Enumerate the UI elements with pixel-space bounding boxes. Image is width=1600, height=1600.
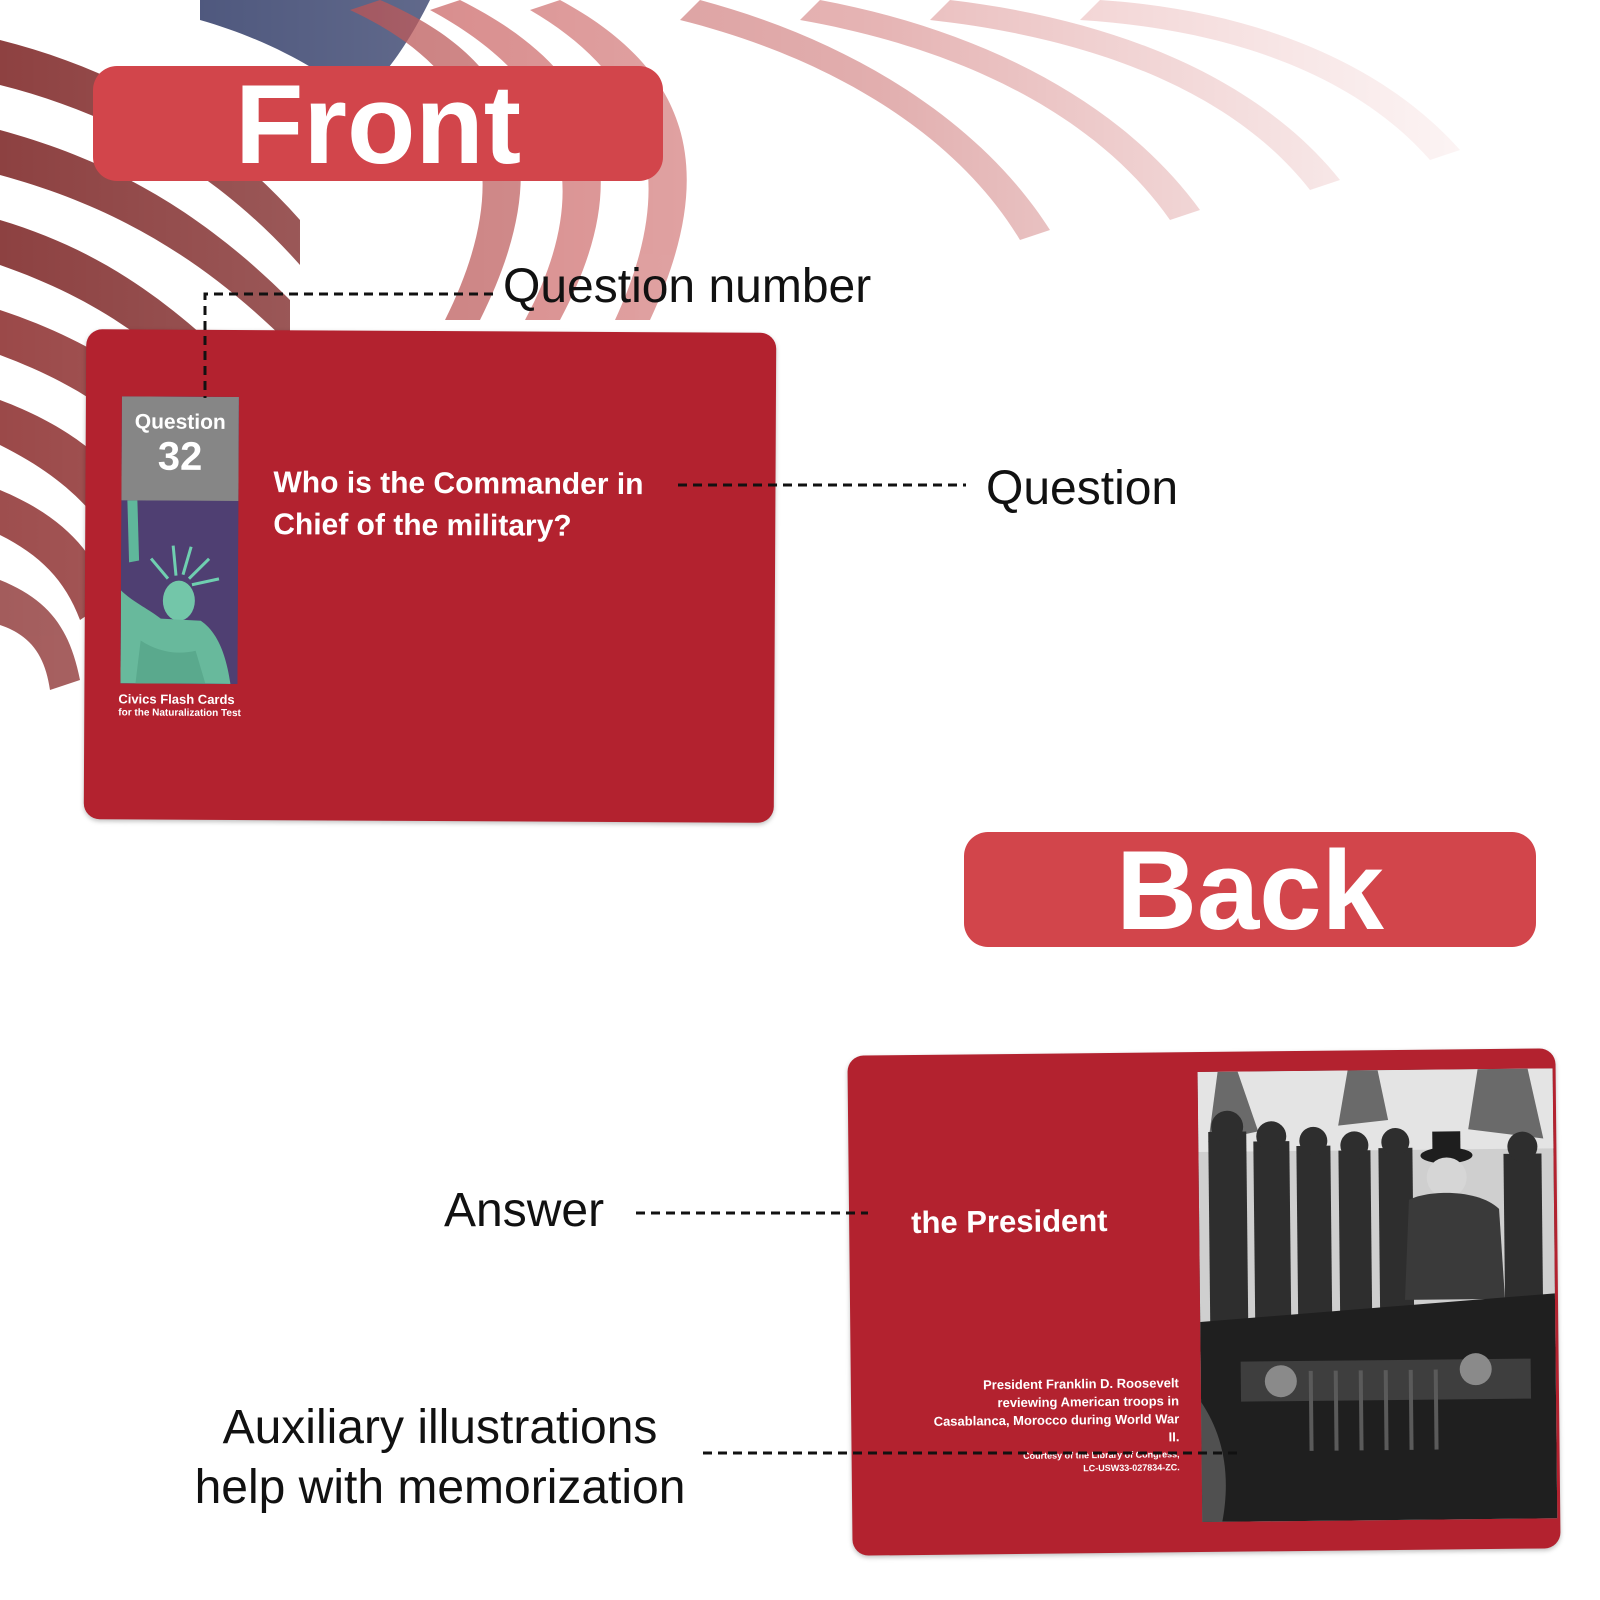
back-banner: [964, 828, 1536, 953]
photo-caption: President Franklin D. Roosevelt reviewing American troops in Casablanca, Morocco during World War II.: [933, 1375, 1180, 1445]
photo-credit-line-2: LC-USW33-027834-ZC.: [1083, 1462, 1180, 1474]
answer-text: the President: [910, 1203, 1108, 1241]
flash-card-back: [847, 1048, 1560, 1555]
question-number-box: [120, 396, 239, 684]
front-label: Front: [234, 62, 522, 187]
question-number-header: [121, 396, 239, 501]
flash-card-front: [84, 329, 777, 823]
annotation-question-number: Question number: [503, 260, 872, 313]
back-label: Back: [1116, 828, 1384, 953]
annotation-auxiliary-line-1: Auxiliary illustrations: [222, 1401, 658, 1454]
roosevelt-photo: [1198, 1068, 1558, 1522]
statue-of-liberty-image: [120, 500, 238, 684]
series-subtitle: for the Naturalization Test: [118, 707, 241, 720]
front-banner: [93, 62, 663, 187]
question-label: Question: [134, 410, 226, 434]
annotation-auxiliary-line-2: help with memorization: [194, 1461, 686, 1514]
photo-credit-line-1: Courtesy of the Library of Congress,: [1023, 1449, 1180, 1461]
photo-credit: [932, 1448, 1180, 1477]
annotation-answer: Answer: [444, 1184, 605, 1237]
question-number: 32: [157, 434, 203, 479]
question-text: Who is the Commander in Chief of the military?: [273, 466, 644, 543]
series-title: Civics Flash Cards: [118, 691, 235, 707]
annotation-question: Question: [986, 462, 1179, 515]
annotation-auxiliary-illustrations: [160, 1398, 720, 1518]
